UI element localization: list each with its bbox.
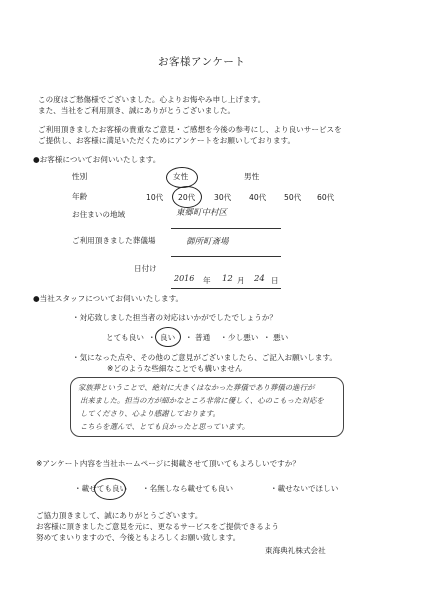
rating-good[interactable]: 良い (160, 333, 176, 342)
page-title: お客様アンケート (158, 56, 246, 68)
area-value[interactable]: 東郷町中村区 (176, 208, 228, 218)
section3-heading: ※アンケート内容を当社ホームページに掲載させて頂いてもよろしいですか？ (36, 459, 300, 468)
gender-option-male[interactable]: 男性 (244, 172, 260, 181)
age-option-50s[interactable]: 50代 (284, 193, 302, 202)
rating-slightly-bad[interactable]: 少し悪い (228, 333, 259, 342)
rating-sep-3: ・ (220, 333, 228, 342)
intro-line-3: ご利用頂きましたお客様の貴重なご意見・ご感想を今後の参考にし、より良いサービスを (38, 125, 342, 134)
gender-option-female[interactable]: 女性 (173, 172, 189, 181)
date-month[interactable]: 12 (222, 274, 233, 284)
hall-underline (171, 256, 281, 257)
publish-selected-circle (94, 478, 126, 500)
date-day-unit: 日 (271, 276, 279, 285)
closing-line-1: ご協力頂きまして、誠にありがとうございます。 (36, 511, 203, 520)
staff-question: ・対応致しました担当者の対応はいかがでしたでしょうか？ (72, 313, 278, 322)
rating-very-good[interactable]: とても良い (106, 333, 144, 342)
gender-selected-circle (166, 167, 198, 188)
rating-selected-circle (155, 327, 181, 347)
rating-normal[interactable]: 普通 (195, 333, 211, 342)
company-name: 東海典礼株式会社 (265, 546, 326, 555)
area-underline (171, 228, 281, 229)
intro-line-4: ご提供し、お客様に満足いただくためにアンケートをお願いしております。 (38, 136, 296, 145)
closing-line-2: お客様に頂きましたご意見を元に、更なるサービスをご提供できるよう (36, 522, 279, 531)
date-year-unit: 年 (203, 276, 211, 285)
age-option-20s[interactable]: 20代 (178, 193, 196, 202)
hall-value[interactable]: 御所町斎場 (186, 237, 229, 247)
area-label: お住まいの地域 (72, 210, 126, 219)
age-option-40s[interactable]: 40代 (249, 193, 267, 202)
age-option-10s[interactable]: 10代 (146, 193, 164, 202)
comment-line-4: こちらを選んで、とても良かったと思っています。 (80, 422, 250, 431)
age-option-30s[interactable]: 30代 (214, 193, 232, 202)
comment-line-1: 家族葬ということで、絶対に大きくはなかった葬儀であり葬儀の進行が (78, 383, 315, 392)
date-day[interactable]: 24 (254, 274, 265, 284)
rating-sep-2: ・ (185, 333, 193, 342)
intro-line-2: また、当社をご利用頂き、誠にありがとうございました。 (38, 106, 236, 115)
age-selected-circle (172, 186, 202, 208)
comment-line-2: 出来ました。担当の方が細かなところ非常に優しく、心のこもった対応を (80, 396, 324, 405)
closing-line-3: 努めてまいりますので、今後ともよろしくお願い致します。 (36, 533, 241, 542)
rating-sep-1: ・ (148, 333, 156, 342)
publish-option-anonymous[interactable]: ・名無しなら載せても良い (142, 484, 234, 493)
comment-line-3: してくださり、心より感謝しております。 (80, 409, 220, 418)
hall-label: ご利用頂きました葬儀場 (72, 236, 156, 245)
date-label: 日付け (134, 264, 157, 273)
section2-heading: ●当社スタッフについてお伺いいたします。 (33, 294, 184, 303)
rating-bad[interactable]: 悪い (273, 333, 289, 342)
intro-line-1: この度はご愁傷様でございました。心よりお悔やみ申し上げます。 (38, 95, 266, 104)
age-label: 年齢 (72, 192, 88, 201)
date-year[interactable]: 2016 (174, 274, 195, 283)
section1-heading: ●お客様についてお伺いいたします。 (33, 155, 161, 164)
gender-label: 性別 (72, 172, 88, 181)
rating-sep-4: ・ (263, 333, 271, 342)
comment-question: ・気になった点や、その他のご意見がございましたら、ご記入お願いします。 (72, 353, 338, 362)
date-month-unit: 月 (237, 276, 245, 285)
publish-option-no[interactable]: ・載せないでほしい (270, 484, 339, 493)
publish-option-yes[interactable]: ・載せても良い (74, 484, 128, 493)
age-option-60s[interactable]: 60代 (317, 193, 335, 202)
date-underline (171, 288, 281, 289)
comment-note: ※どのような些細なことでも構いません (107, 364, 243, 373)
